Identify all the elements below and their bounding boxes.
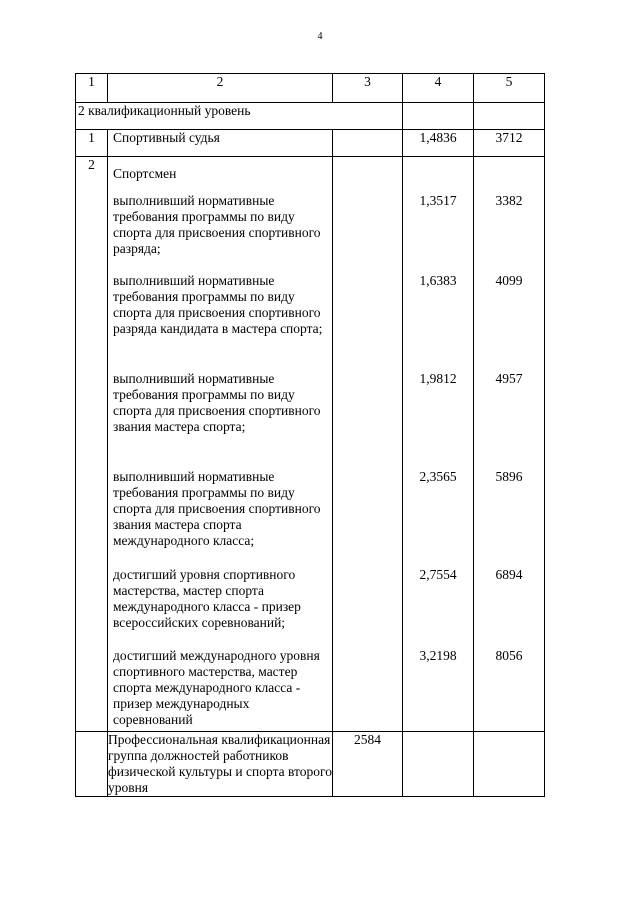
coefficient-column-cell xyxy=(403,157,474,732)
coefficient-value: 1,4836 xyxy=(403,130,474,157)
sportsman-item-5: достигший уровня спортивного мастерства, мастер спорта международного класса - призер всероссийских соревнований; xyxy=(113,567,301,630)
sportsman-item-1: выполнивший нормативные требования программы по виду спорта для присвоения спортивного разряда; xyxy=(113,193,321,256)
table-row-referee xyxy=(76,130,545,157)
salary-value: 6894 xyxy=(495,567,523,582)
coefficient-value: 2,3565 xyxy=(419,469,457,484)
row-number: 1 xyxy=(76,130,108,157)
salary-value: 8056 xyxy=(495,648,523,663)
coefficient-value: 2,7554 xyxy=(419,567,457,582)
page-number: 4 xyxy=(317,31,323,42)
header-cell-3: 3 xyxy=(333,74,403,103)
empty-cell xyxy=(474,732,545,797)
salary-value: 4099 xyxy=(495,273,523,288)
salary-value: 5896 xyxy=(495,469,523,484)
table-row-qualification-group xyxy=(76,732,545,797)
salary-value: 4957 xyxy=(495,371,523,386)
salary-column-cell xyxy=(474,157,545,732)
header-cell-2: 2 xyxy=(108,74,333,103)
empty-cell xyxy=(403,732,474,797)
empty-cell xyxy=(333,157,403,732)
sportsman-item-2: выполнивший нормативные требования программы по виду спорта для присвоения спортивного разряда кандидата в мастера спорта; xyxy=(113,273,323,336)
sportsman-description-cell xyxy=(108,157,333,732)
salary-value: 3382 xyxy=(495,193,523,208)
coefficient-value: 1,6383 xyxy=(419,273,457,288)
empty-cell xyxy=(474,103,545,130)
qualification-level-label: 2 квалификационный уровень xyxy=(76,103,403,130)
header-cell-1: 1 xyxy=(76,74,108,103)
empty-cell xyxy=(403,103,474,130)
position-name: Спортивный судья xyxy=(108,130,333,157)
coefficient-value: 1,9812 xyxy=(419,371,457,386)
salary-value: 3712 xyxy=(474,130,545,157)
sportsman-item-6: достигший международного уровня спортивного мастерства, мастер спорта международного класса - призер международных соревнований xyxy=(113,648,320,727)
coefficient-value: 1,3517 xyxy=(419,193,457,208)
row-number: 2 xyxy=(76,157,108,732)
table-header-row xyxy=(76,74,545,103)
sportsman-item-4: выполнивший нормативные требования программы по виду спорта для присвоения спортивного звания мастера спорта международного класса; xyxy=(113,469,321,548)
base-salary-value: 2584 xyxy=(333,732,403,797)
qualification-group-name: Профессиональная квалификационная группа должностей работников физической культуры и спорта второго уровня xyxy=(108,732,332,795)
empty-cell xyxy=(333,130,403,157)
salary-table xyxy=(75,73,545,797)
header-cell-4: 4 xyxy=(403,74,474,103)
coefficient-value: 3,2198 xyxy=(419,648,457,663)
empty-cell xyxy=(76,732,108,797)
sportsman-item-3: выполнивший нормативные требования программы по виду спорта для присвоения спортивного звания мастера спорта; xyxy=(113,371,321,434)
header-cell-5: 5 xyxy=(474,74,545,103)
qualification-level-row xyxy=(76,103,545,130)
table-row-sportsman xyxy=(76,157,545,732)
position-name: Спортсмен xyxy=(113,166,177,181)
